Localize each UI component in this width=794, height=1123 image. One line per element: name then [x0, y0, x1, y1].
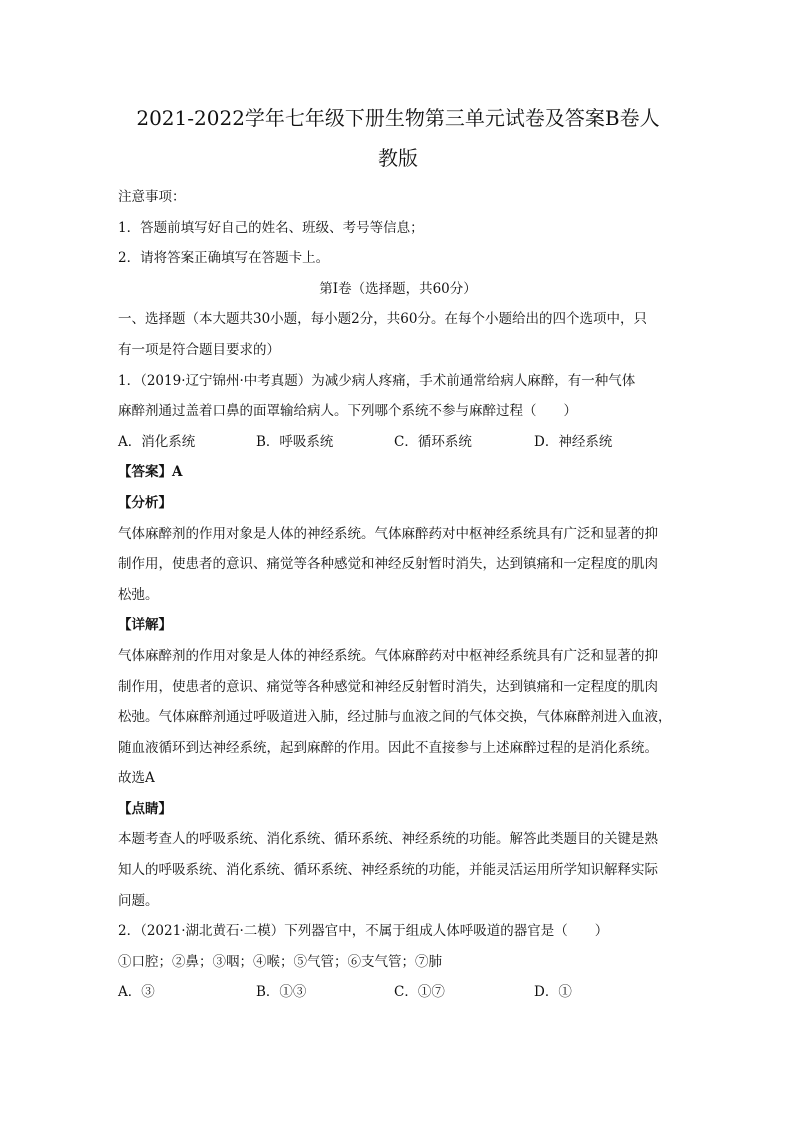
notice-item: 2．请将答案正确填写在答题卡上。 [118, 250, 330, 267]
q1-options [118, 427, 678, 458]
q2-items: ①口腔；②鼻；③咽；④喉；⑤气管；⑥支气管；⑦肺 [118, 953, 442, 970]
q2-option-c: C．①⑦ [394, 984, 445, 1001]
q1-analysis-line: 松弛。 [118, 586, 159, 603]
q1-comment-line: 本题考查人的呼吸系统、消化系统、循环系统、神经系统的功能。解答此类题目的关键是熟 [118, 831, 658, 848]
section-heading-line: 一、选择题（本大题共30小题，每小题2分，共60分。在每个小题给出的四个选项中，只 [118, 311, 647, 328]
notice-item: 1．答题前填写好自己的姓名、班级、考号等信息； [118, 219, 424, 236]
q1-detail-line: 气体麻醉剂的作用对象是人体的神经系统。气体麻醉药对中枢神经系统具有广泛和显著的抑 [118, 647, 658, 664]
q1-stem-line: 麻醉剂通过盖着口鼻的面罩输给病人。下列哪个系统不参与麻醉过程（ ） [118, 403, 577, 420]
q1-analysis-label: 【分析】 [118, 494, 172, 511]
q1-option-a: A．消化系统 [118, 433, 196, 450]
q2-options [118, 977, 678, 1008]
q1-comment-label: 【点睛】 [118, 800, 172, 817]
q1-detail-line: 松弛。气体麻醉剂通过呼吸道进入肺，经过肺与血液之间的气体交换，气体麻醉剂进入血液， [118, 709, 672, 726]
q1-stem-line: 1．（2019·辽宁锦州·中考真题）为减少病人疼痛，手术前通常给病人麻醉，有一种气体 [118, 372, 636, 389]
q2-option-b: B．①③ [256, 984, 307, 1001]
q1-option-c: C．循环系统 [394, 433, 472, 450]
section-heading-line: 有一项是符合题目要求的） [118, 341, 280, 358]
q1-option-b: B．呼吸系统 [256, 433, 334, 450]
q1-analysis-line: 制作用，使患者的意识、痛觉等各种感觉和神经反射暂时消失，达到镇痛和一定程度的肌肉 [118, 556, 658, 573]
q1-option-d: D．神经系统 [534, 433, 613, 450]
q1-detail-label: 【详解】 [118, 617, 172, 634]
q1-comment-line: 问题。 [118, 892, 159, 909]
q2-option-a: A．③ [118, 984, 155, 1001]
part-title: 第I卷（选择题，共60分） [319, 280, 477, 297]
q1-comment-line: 知人的呼吸系统、消化系统、循环系统、神经系统的功能，并能灵活运用所学知识解释实际 [118, 862, 658, 879]
q2-stem: 2．（2021·湖北黄石·二模）下列器官中，不属于组成人体呼吸道的器官是（ ） [118, 923, 609, 940]
q1-answer: 【答案】A [118, 464, 183, 481]
q1-detail-line: 故选A [118, 770, 155, 787]
notice-heading: 注意事项： [118, 189, 186, 205]
q2-option-d: D．① [534, 984, 572, 1001]
q1-detail-line: 随血液循环到达神经系统，起到麻醉的作用。因此不直接参与上述麻醉过程的是消化系统。 [118, 739, 658, 756]
q1-detail-line: 制作用，使患者的意识、痛觉等各种感觉和神经反射暂时消失，达到镇痛和一定程度的肌肉 [118, 678, 658, 695]
document-title: 2021-2022学年七年级下册生物第三单元试卷及答案B卷人 教版 [136, 106, 660, 170]
document-page [118, 96, 678, 1008]
q1-analysis-line: 气体麻醉剂的作用对象是人体的神经系统。气体麻醉药对中枢神经系统具有广泛和显著的抑 [118, 525, 658, 542]
